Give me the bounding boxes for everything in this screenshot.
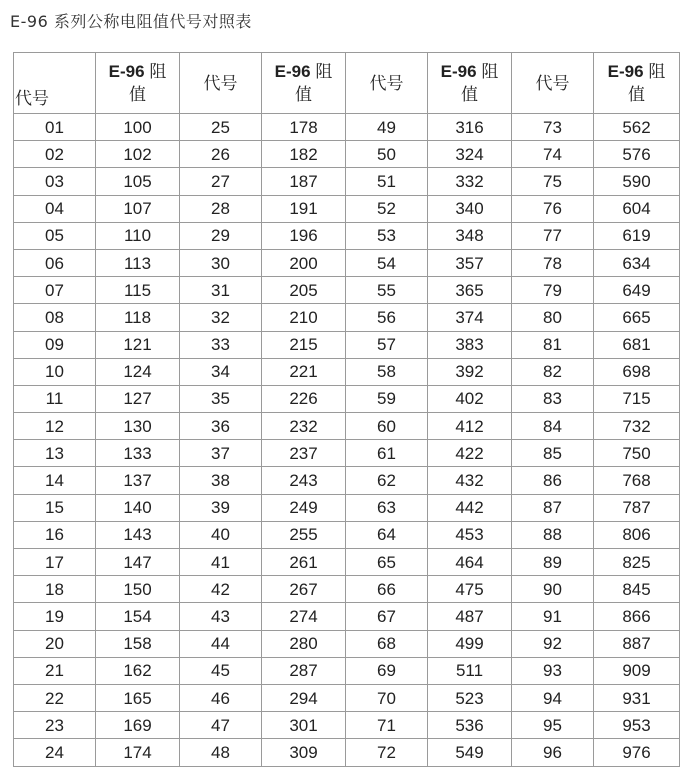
resistance-value-cell: 107 — [96, 195, 180, 222]
code-cell: 09 — [14, 331, 96, 358]
resistance-value-cell: 634 — [594, 249, 680, 276]
code-cell: 12 — [14, 413, 96, 440]
code-cell: 68 — [346, 630, 428, 657]
code-cell: 64 — [346, 521, 428, 548]
resistance-value-cell: 442 — [428, 494, 512, 521]
code-cell: 11 — [14, 385, 96, 412]
table-row — [14, 657, 680, 684]
code-cell: 22 — [14, 684, 96, 711]
header-value — [96, 53, 180, 114]
header-code: 代号 — [346, 53, 428, 114]
resistance-value-cell: 237 — [262, 440, 346, 467]
code-cell: 73 — [512, 114, 594, 141]
code-cell: 13 — [14, 440, 96, 467]
code-cell: 27 — [180, 168, 262, 195]
header-value — [262, 53, 346, 114]
code-cell: 69 — [346, 657, 428, 684]
resistance-value-cell: 402 — [428, 385, 512, 412]
code-cell: 77 — [512, 222, 594, 249]
table-row — [14, 521, 680, 548]
resistance-value-cell: 182 — [262, 141, 346, 168]
resistance-value-cell: 115 — [96, 277, 180, 304]
header-value-bold: E-96 — [274, 62, 311, 81]
resistance-value-cell: 316 — [428, 114, 512, 141]
code-cell: 82 — [512, 358, 594, 385]
resistance-value-cell: 143 — [96, 521, 180, 548]
code-cell: 39 — [180, 494, 262, 521]
resistance-value-cell: 102 — [96, 141, 180, 168]
resistance-value-cell: 140 — [96, 494, 180, 521]
table-row — [14, 549, 680, 576]
code-cell: 06 — [14, 249, 96, 276]
resistance-value-cell: 562 — [594, 114, 680, 141]
resistance-value-cell: 243 — [262, 467, 346, 494]
code-cell: 24 — [14, 739, 96, 766]
resistance-value-cell: 255 — [262, 521, 346, 548]
resistance-value-cell: 169 — [96, 712, 180, 739]
header-value — [428, 53, 512, 114]
resistance-value-cell: 221 — [262, 358, 346, 385]
code-cell: 55 — [346, 277, 428, 304]
resistance-value-cell: 392 — [428, 358, 512, 385]
resistance-value-cell: 215 — [262, 331, 346, 358]
code-cell: 58 — [346, 358, 428, 385]
code-cell: 16 — [14, 521, 96, 548]
resistance-value-cell: 549 — [428, 739, 512, 766]
resistance-value-cell: 464 — [428, 549, 512, 576]
code-cell: 34 — [180, 358, 262, 385]
code-cell: 31 — [180, 277, 262, 304]
header-code: 代号 — [14, 53, 96, 114]
resistance-value-cell: 357 — [428, 249, 512, 276]
resistance-value-cell: 110 — [96, 222, 180, 249]
code-cell: 32 — [180, 304, 262, 331]
code-cell: 49 — [346, 114, 428, 141]
code-cell: 44 — [180, 630, 262, 657]
code-cell: 96 — [512, 739, 594, 766]
resistance-value-cell: 130 — [96, 413, 180, 440]
code-cell: 46 — [180, 684, 262, 711]
code-cell: 66 — [346, 576, 428, 603]
resistance-value-cell: 196 — [262, 222, 346, 249]
table-row — [14, 440, 680, 467]
resistance-value-cell: 165 — [96, 684, 180, 711]
table-row — [14, 467, 680, 494]
code-cell: 85 — [512, 440, 594, 467]
resistance-value-cell: 523 — [428, 684, 512, 711]
resistance-value-cell: 422 — [428, 440, 512, 467]
table-row — [14, 168, 680, 195]
page-title: E-96 系列公称电阻值代号对照表 — [10, 12, 252, 31]
code-cell: 50 — [346, 141, 428, 168]
resistance-value-cell: 806 — [594, 521, 680, 548]
code-cell: 60 — [346, 413, 428, 440]
code-cell: 45 — [180, 657, 262, 684]
e96-code-table — [13, 52, 680, 767]
resistance-value-cell: 162 — [96, 657, 180, 684]
resistance-value-cell: 348 — [428, 222, 512, 249]
code-cell: 81 — [512, 331, 594, 358]
resistance-value-cell: 137 — [96, 467, 180, 494]
code-cell: 10 — [14, 358, 96, 385]
code-cell: 19 — [14, 603, 96, 630]
resistance-value-cell: 340 — [428, 195, 512, 222]
table-row — [14, 494, 680, 521]
code-cell: 95 — [512, 712, 594, 739]
resistance-value-cell: 953 — [594, 712, 680, 739]
header-row — [14, 53, 680, 114]
resistance-value-cell: 301 — [262, 712, 346, 739]
code-cell: 87 — [512, 494, 594, 521]
code-cell: 26 — [180, 141, 262, 168]
code-cell: 41 — [180, 549, 262, 576]
table-row — [14, 114, 680, 141]
table-row — [14, 712, 680, 739]
code-cell: 21 — [14, 657, 96, 684]
code-cell: 83 — [512, 385, 594, 412]
resistance-value-cell: 124 — [96, 358, 180, 385]
code-cell: 76 — [512, 195, 594, 222]
code-cell: 15 — [14, 494, 96, 521]
code-cell: 63 — [346, 494, 428, 521]
header-value-rest: 阻 — [476, 62, 499, 81]
resistance-value-cell: 432 — [428, 467, 512, 494]
code-cell: 07 — [14, 277, 96, 304]
resistance-value-cell: 453 — [428, 521, 512, 548]
resistance-value-cell: 133 — [96, 440, 180, 467]
resistance-value-cell: 866 — [594, 603, 680, 630]
table-row — [14, 630, 680, 657]
code-cell: 33 — [180, 331, 262, 358]
resistance-value-cell: 127 — [96, 385, 180, 412]
resistance-value-cell: 158 — [96, 630, 180, 657]
resistance-value-cell: 475 — [428, 576, 512, 603]
resistance-value-cell: 715 — [594, 385, 680, 412]
code-cell: 88 — [512, 521, 594, 548]
code-cell: 37 — [180, 440, 262, 467]
header-code: 代号 — [180, 53, 262, 114]
resistance-value-cell: 178 — [262, 114, 346, 141]
resistance-value-cell: 187 — [262, 168, 346, 195]
code-cell: 14 — [14, 467, 96, 494]
code-cell: 72 — [346, 739, 428, 766]
resistance-value-cell: 105 — [96, 168, 180, 195]
code-cell: 94 — [512, 684, 594, 711]
header-value-line2: 值 — [129, 85, 146, 104]
resistance-value-cell: 287 — [262, 657, 346, 684]
resistance-value-cell: 698 — [594, 358, 680, 385]
resistance-value-cell: 100 — [96, 114, 180, 141]
code-cell: 02 — [14, 141, 96, 168]
resistance-value-cell: 619 — [594, 222, 680, 249]
resistance-value-cell: 150 — [96, 576, 180, 603]
resistance-value-cell: 249 — [262, 494, 346, 521]
resistance-value-cell: 511 — [428, 657, 512, 684]
resistance-value-cell: 887 — [594, 630, 680, 657]
resistance-value-cell: 191 — [262, 195, 346, 222]
header-value-bold: E-96 — [607, 62, 644, 81]
resistance-value-cell: 174 — [96, 739, 180, 766]
code-cell: 43 — [180, 603, 262, 630]
resistance-value-cell: 294 — [262, 684, 346, 711]
table-row — [14, 603, 680, 630]
table-row — [14, 222, 680, 249]
resistance-value-cell: 261 — [262, 549, 346, 576]
header-value-rest: 阻 — [643, 62, 666, 81]
code-cell: 90 — [512, 576, 594, 603]
code-cell: 71 — [346, 712, 428, 739]
code-cell: 52 — [346, 195, 428, 222]
code-cell: 35 — [180, 385, 262, 412]
code-cell: 36 — [180, 413, 262, 440]
code-cell: 80 — [512, 304, 594, 331]
resistance-value-cell: 200 — [262, 249, 346, 276]
table-row — [14, 249, 680, 276]
resistance-value-cell: 768 — [594, 467, 680, 494]
table-row — [14, 304, 680, 331]
resistance-value-cell: 232 — [262, 413, 346, 440]
resistance-value-cell: 681 — [594, 331, 680, 358]
resistance-value-cell: 649 — [594, 277, 680, 304]
code-cell: 59 — [346, 385, 428, 412]
code-cell: 38 — [180, 467, 262, 494]
code-cell: 56 — [346, 304, 428, 331]
code-cell: 30 — [180, 249, 262, 276]
table-row — [14, 358, 680, 385]
resistance-value-cell: 536 — [428, 712, 512, 739]
header-value-line2: 值 — [628, 85, 645, 104]
resistance-value-cell: 118 — [96, 304, 180, 331]
header-value-rest: 阻 — [144, 62, 167, 81]
header-value-rest: 阻 — [310, 62, 333, 81]
code-cell: 42 — [180, 576, 262, 603]
table-row — [14, 385, 680, 412]
table-row — [14, 195, 680, 222]
code-cell: 17 — [14, 549, 96, 576]
code-cell: 04 — [14, 195, 96, 222]
resistance-value-cell: 121 — [96, 331, 180, 358]
code-cell: 65 — [346, 549, 428, 576]
code-cell: 91 — [512, 603, 594, 630]
table-row — [14, 277, 680, 304]
resistance-value-cell: 787 — [594, 494, 680, 521]
code-cell: 48 — [180, 739, 262, 766]
resistance-value-cell: 113 — [96, 249, 180, 276]
resistance-value-cell: 274 — [262, 603, 346, 630]
code-cell: 70 — [346, 684, 428, 711]
code-cell: 40 — [180, 521, 262, 548]
resistance-value-cell: 732 — [594, 413, 680, 440]
table-row — [14, 413, 680, 440]
code-cell: 05 — [14, 222, 96, 249]
code-cell: 25 — [180, 114, 262, 141]
code-cell: 47 — [180, 712, 262, 739]
code-cell: 92 — [512, 630, 594, 657]
resistance-value-cell: 210 — [262, 304, 346, 331]
resistance-value-cell: 499 — [428, 630, 512, 657]
table-row — [14, 141, 680, 168]
code-cell: 57 — [346, 331, 428, 358]
resistance-value-cell: 280 — [262, 630, 346, 657]
code-cell: 79 — [512, 277, 594, 304]
resistance-value-cell: 324 — [428, 141, 512, 168]
code-cell: 75 — [512, 168, 594, 195]
table-row — [14, 331, 680, 358]
resistance-value-cell: 590 — [594, 168, 680, 195]
code-cell: 74 — [512, 141, 594, 168]
code-cell: 54 — [346, 249, 428, 276]
code-cell: 03 — [14, 168, 96, 195]
resistance-value-cell: 147 — [96, 549, 180, 576]
table-body — [14, 114, 680, 767]
header-value-line2: 值 — [295, 85, 312, 104]
resistance-value-cell: 825 — [594, 549, 680, 576]
resistance-value-cell: 309 — [262, 739, 346, 766]
resistance-value-cell: 154 — [96, 603, 180, 630]
code-cell: 01 — [14, 114, 96, 141]
code-cell: 28 — [180, 195, 262, 222]
resistance-value-cell: 412 — [428, 413, 512, 440]
code-cell: 62 — [346, 467, 428, 494]
resistance-value-cell: 576 — [594, 141, 680, 168]
resistance-value-cell: 931 — [594, 684, 680, 711]
code-cell: 23 — [14, 712, 96, 739]
resistance-value-cell: 487 — [428, 603, 512, 630]
code-cell: 08 — [14, 304, 96, 331]
code-cell: 51 — [346, 168, 428, 195]
code-cell: 78 — [512, 249, 594, 276]
table-row — [14, 576, 680, 603]
resistance-value-cell: 976 — [594, 739, 680, 766]
header-value-line2: 值 — [461, 85, 478, 104]
header-code: 代号 — [512, 53, 594, 114]
header-value — [594, 53, 680, 114]
resistance-value-cell: 374 — [428, 304, 512, 331]
resistance-value-cell: 365 — [428, 277, 512, 304]
code-cell: 29 — [180, 222, 262, 249]
table-row — [14, 684, 680, 711]
header-value-bold: E-96 — [108, 62, 145, 81]
resistance-value-cell: 226 — [262, 385, 346, 412]
code-cell: 93 — [512, 657, 594, 684]
code-cell: 84 — [512, 413, 594, 440]
resistance-value-cell: 909 — [594, 657, 680, 684]
code-cell: 20 — [14, 630, 96, 657]
code-cell: 61 — [346, 440, 428, 467]
header-value-bold: E-96 — [440, 62, 477, 81]
resistance-value-cell: 205 — [262, 277, 346, 304]
code-cell: 67 — [346, 603, 428, 630]
code-cell: 53 — [346, 222, 428, 249]
resistance-value-cell: 665 — [594, 304, 680, 331]
resistance-value-cell: 332 — [428, 168, 512, 195]
code-cell: 18 — [14, 576, 96, 603]
resistance-value-cell: 750 — [594, 440, 680, 467]
code-cell: 89 — [512, 549, 594, 576]
resistance-value-cell: 604 — [594, 195, 680, 222]
resistance-value-cell: 267 — [262, 576, 346, 603]
resistance-value-cell: 845 — [594, 576, 680, 603]
table-row — [14, 739, 680, 766]
resistance-value-cell: 383 — [428, 331, 512, 358]
code-cell: 86 — [512, 467, 594, 494]
